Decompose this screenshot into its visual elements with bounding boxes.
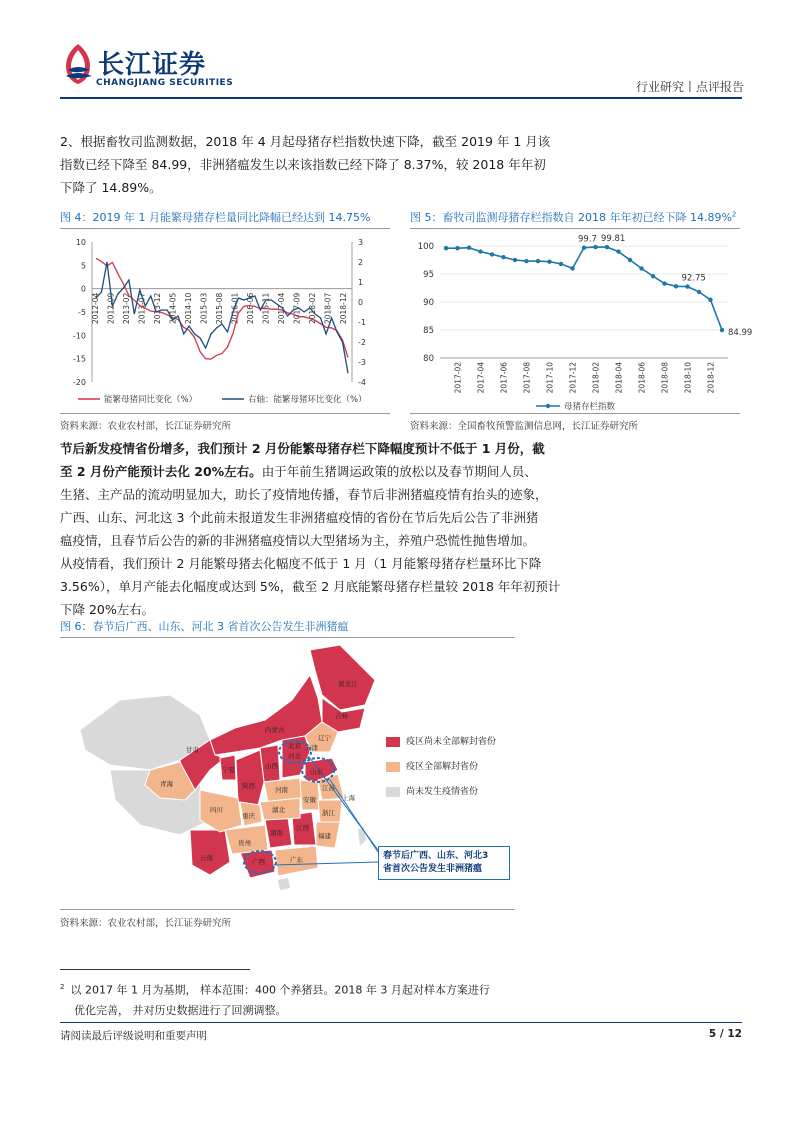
x-tick-label: 2017-12: [568, 362, 578, 394]
x-tick-label: 2018-07: [323, 292, 333, 325]
data-point: [524, 259, 528, 263]
callout-line: 春节后广西、山东、河北3: [383, 851, 489, 861]
legend-label: 母猪存栏指数: [564, 402, 616, 412]
province-label: 内蒙古: [265, 726, 285, 734]
x-tick-label: 2014-05: [168, 292, 178, 325]
y-right-tick-label: -1: [358, 318, 366, 327]
data-point: [593, 245, 597, 249]
footnote-rule: [60, 969, 250, 970]
fig6-title: 图 6：春节后广西、山东、河北 3 省首次公告发生非洲猪瘟: [60, 620, 349, 633]
y-right-tick-label: 2: [358, 258, 364, 267]
province-label: 四川: [210, 806, 223, 814]
legend-label-yoy: 能繁母猪同比变化（%）: [104, 395, 198, 405]
y-right-tick-label: -3: [358, 358, 366, 367]
y-right-tick-label: -2: [358, 338, 366, 347]
province-label: 浙江: [322, 809, 335, 817]
key-finding: 至 2 月份产能预计去化 20%左右。: [60, 464, 262, 479]
map-callout: [378, 846, 510, 880]
province-label: 宁夏: [222, 766, 235, 774]
paragraph-line: 瘟疫情，且春节后公告的新的非洲猪瘟疫情以大型猪场为主，养殖户恐慌性抛售增加。: [60, 533, 536, 548]
map-region-shaanxi: [236, 750, 264, 805]
data-point: [582, 245, 586, 249]
fig5-title-text: 图 5：畜牧司监测母猪存栏指数自 2018 年年初已经下降 14.89%: [410, 211, 732, 224]
province-label: 辽宁: [318, 734, 331, 742]
y-left-tick-label: 5: [80, 261, 86, 271]
data-point: [628, 258, 632, 262]
paragraph-line: [60, 437, 760, 460]
province-label: 甘肃: [186, 746, 199, 754]
footer-rule: [60, 1022, 742, 1023]
fig4-source: 资料来源：农业农村部，长江证券研究所: [60, 421, 232, 432]
data-point: [570, 266, 574, 270]
x-tick-label: 2016-06: [246, 292, 255, 325]
y-tick-label: 90: [423, 298, 434, 308]
x-tick-label: 2014-10: [184, 292, 193, 325]
callout-line: 省首次公告发生非洲猪瘟: [383, 864, 483, 874]
x-tick-label: 2017-08: [522, 362, 532, 394]
fig5-chart: [410, 232, 753, 412]
province-label: 山东: [310, 768, 323, 776]
y-tick-label: 85: [423, 326, 434, 336]
y-left-tick-label: -20: [72, 378, 86, 387]
logo-emblem-icon: [60, 40, 96, 86]
province-label: 青海: [160, 780, 173, 788]
y-right-tick-label: -4: [358, 378, 366, 387]
province-label: 山西: [265, 762, 278, 770]
data-point: [478, 249, 482, 253]
paragraph-line: 下降了 14.89%。: [60, 180, 162, 195]
x-tick-label: 2018-12: [339, 292, 348, 325]
legend-item: [386, 734, 516, 747]
fig4-chart: [60, 232, 390, 412]
footer-disclaimer: 请阅读最后评级说明和重要声明: [60, 1030, 207, 1042]
province-label: 河北: [288, 752, 301, 760]
province-label: 贵州: [238, 839, 251, 847]
fig6-source: 资料来源：农业农村部，长江证券研究所: [60, 918, 232, 929]
province-label: 福建: [318, 832, 331, 840]
province-label: 陕西: [242, 782, 255, 790]
province-label: 上海: [342, 794, 355, 802]
fig5-bottom-rule: [410, 413, 740, 414]
y-left-tick-label: 0: [80, 284, 86, 294]
province-label: 湖南: [270, 829, 283, 837]
data-point: [559, 262, 563, 266]
data-point: [662, 281, 666, 285]
data-point: [674, 284, 678, 288]
report-category: 行业研究丨点评报告: [635, 80, 744, 94]
fig4-bottom-rule: [60, 413, 390, 414]
legend-item: [386, 759, 516, 772]
y-right-tick-label: 0: [358, 298, 364, 307]
data-point: [455, 246, 459, 250]
x-tick-label: 2016-01: [230, 292, 240, 325]
legend-item: [386, 784, 516, 797]
paragraph-text: 由于年前生猪调运政策的放松以及春节期间人员、: [261, 464, 537, 479]
footnote-line: [60, 977, 750, 1001]
x-tick-label: 2017-09: [292, 292, 302, 325]
x-tick-label: 2013-02: [122, 292, 131, 325]
y-left-tick-label: -15: [72, 354, 86, 364]
data-label: 92.75: [681, 273, 706, 284]
footnote-number: 2: [60, 983, 65, 991]
y-right-tick-label: 1: [358, 278, 364, 287]
province-label: 江西: [296, 824, 309, 832]
data-point: [720, 328, 724, 332]
x-tick-label: 2017-10: [545, 362, 555, 394]
footnote: [60, 977, 750, 1021]
y-tick-label: 100: [417, 242, 434, 252]
paragraph-line: 指数已经下降至 84.99，非洲猪瘟发生以来该指数已经下降了 8.37%，较 2018 年年初: [60, 157, 546, 172]
paragraph-line: 3.56%），单月产能去化幅度或达到 5%，截至 2 月底能繁母猪存栏量较 2018 年年初预计: [60, 579, 561, 594]
logo: [60, 40, 96, 86]
y-left-tick-label: -10: [72, 331, 86, 341]
y-tick-label: 80: [423, 354, 434, 364]
series-line-sow-index: [446, 247, 722, 330]
map-legend: [386, 734, 516, 797]
data-point: [685, 284, 689, 288]
data-point: [490, 252, 494, 256]
x-tick-label: 2018-02: [591, 362, 601, 394]
footnote-line: 优化完善， 并对历史数据进行了回溯调整。: [74, 1003, 287, 1017]
x-tick-label: 2015-08: [215, 292, 224, 325]
x-tick-label: 2012-04: [91, 292, 100, 325]
x-tick-label: 2018-06: [637, 362, 647, 394]
footnote-text: 以 2017 年 1 月为基期， 样本范围：400 个养猪县。2018 年 3 月起对样本方案进行: [70, 983, 490, 997]
header-divider: [60, 97, 742, 99]
data-point: [605, 245, 609, 249]
province-label: 江苏: [322, 784, 335, 792]
data-point: [547, 259, 551, 263]
legend-label-mom: 右轴：能繁母猪环比变化（%）: [248, 395, 367, 405]
province-label: 北京: [288, 742, 301, 750]
data-label: 84.99: [728, 328, 753, 339]
paragraph-line: 生猪、主产品的流动明显加大，助长了疫情地传播，春节后非洲猪瘟疫情有抬头的迹象，: [60, 487, 548, 502]
x-tick-label: 2016-11: [261, 292, 271, 325]
x-tick-label: 2012-09: [106, 292, 116, 325]
logo-subtitle: CHANGJIANG SECURITIES: [96, 78, 234, 88]
data-point: [536, 259, 540, 263]
paragraph-line: [60, 460, 760, 483]
map-region-anhui: [300, 780, 320, 810]
province-label: 黑龙江: [338, 680, 358, 688]
x-tick-label: 2018-10: [683, 362, 693, 394]
logo-name: 长江证券: [98, 50, 207, 80]
data-point: [467, 245, 471, 249]
data-point: [616, 249, 620, 253]
y-tick-label: 95: [423, 270, 434, 280]
data-point: [639, 266, 643, 270]
legend-swatch-orange: [386, 762, 400, 772]
province-label: 云南: [200, 854, 213, 862]
paragraph-line: 下降 20%左右。: [60, 602, 155, 617]
province-label: 广西: [252, 858, 265, 866]
province-label: 广东: [290, 856, 303, 864]
x-tick-label: 2017-04: [476, 362, 486, 394]
province-label: 湖北: [272, 806, 285, 814]
y-left-tick-label: 10: [75, 238, 86, 247]
data-point: [513, 258, 517, 262]
paragraph-line: 2、根据畜牧司监测数据，2018 年 4 月起母猪存栏指数快速下降，截至 2019 年 1 月该: [60, 134, 551, 149]
legend-marker: [546, 404, 550, 408]
fig4-title-rule: [60, 228, 390, 229]
data-label: 99.7: [578, 234, 597, 245]
y-right-tick-label: 3: [358, 238, 364, 247]
paragraph-1: [60, 130, 760, 199]
paragraph-line: 广西、山东、河北这 3 个此前未报道发生非洲猪瘟疫情的省份在节后先后公告了非洲猪: [60, 510, 539, 525]
map-region-yunnan: [190, 830, 230, 875]
legend-label: 疫区尚未全部解封省份: [406, 737, 497, 747]
x-tick-label: 2018-12: [706, 362, 716, 394]
province-label: 重庆: [242, 812, 255, 820]
province-label: 天津: [305, 744, 318, 752]
x-tick-label: 2017-06: [499, 362, 509, 394]
x-tick-label: 2013-07: [137, 292, 147, 325]
legend-swatch-grey: [386, 787, 400, 797]
province-label: 河南: [275, 786, 288, 794]
x-tick-label: 2018-08: [660, 362, 670, 394]
x-tick-label: 2015-03: [199, 292, 209, 325]
key-finding: 节后新发疫情省份增多，我们预计 2 月份能繁母猪存栏下降幅度预计不低于 1 月份，截: [60, 441, 545, 456]
data-point: [697, 290, 701, 294]
province-label: 吉林: [335, 712, 348, 720]
paragraph-2: [60, 437, 760, 621]
data-label: 99.81: [601, 234, 626, 245]
fig5-title: [410, 209, 736, 225]
page-number: 5 / 12: [708, 1028, 742, 1040]
data-point: [708, 298, 712, 302]
y-left-tick-label: -5: [78, 308, 86, 317]
x-tick-label: 2017-04: [277, 292, 286, 325]
fig5-footnote-mark: 2: [731, 210, 737, 219]
fig4-title: 图 4：2019 年 1 月能繁母猪存栏量同比降幅已经达到 14.75%: [60, 211, 371, 224]
data-point: [444, 246, 448, 250]
x-tick-label: 2018-02: [308, 292, 317, 325]
fig5-source: 资料来源：全国畜牧预警监测信息网，长江证券研究所: [410, 421, 639, 432]
fig6-bottom-rule: [60, 909, 515, 910]
x-tick-label: 2018-04: [614, 362, 624, 394]
legend-label: 尚未发生疫情省份: [406, 787, 479, 797]
x-tick-label: 2013-12: [153, 292, 162, 325]
map-region-heilongjiang: [310, 645, 375, 710]
map-region-hainan: [278, 878, 290, 890]
fig5-title-rule: [410, 228, 740, 229]
fig6-title-rule: [60, 637, 515, 638]
legend-label: 疫区全部解封省份: [406, 762, 479, 772]
data-point: [501, 255, 505, 259]
paragraph-line: 从疫情看，我们预计 2 月能繁母猪去化幅度不低于 1 月（1 月能繁母猪存栏量环比下降: [60, 556, 542, 571]
x-tick-label: 2017-02: [453, 362, 463, 394]
province-label: 安徽: [303, 796, 316, 804]
data-point: [651, 274, 655, 278]
legend-swatch-red: [386, 737, 400, 747]
